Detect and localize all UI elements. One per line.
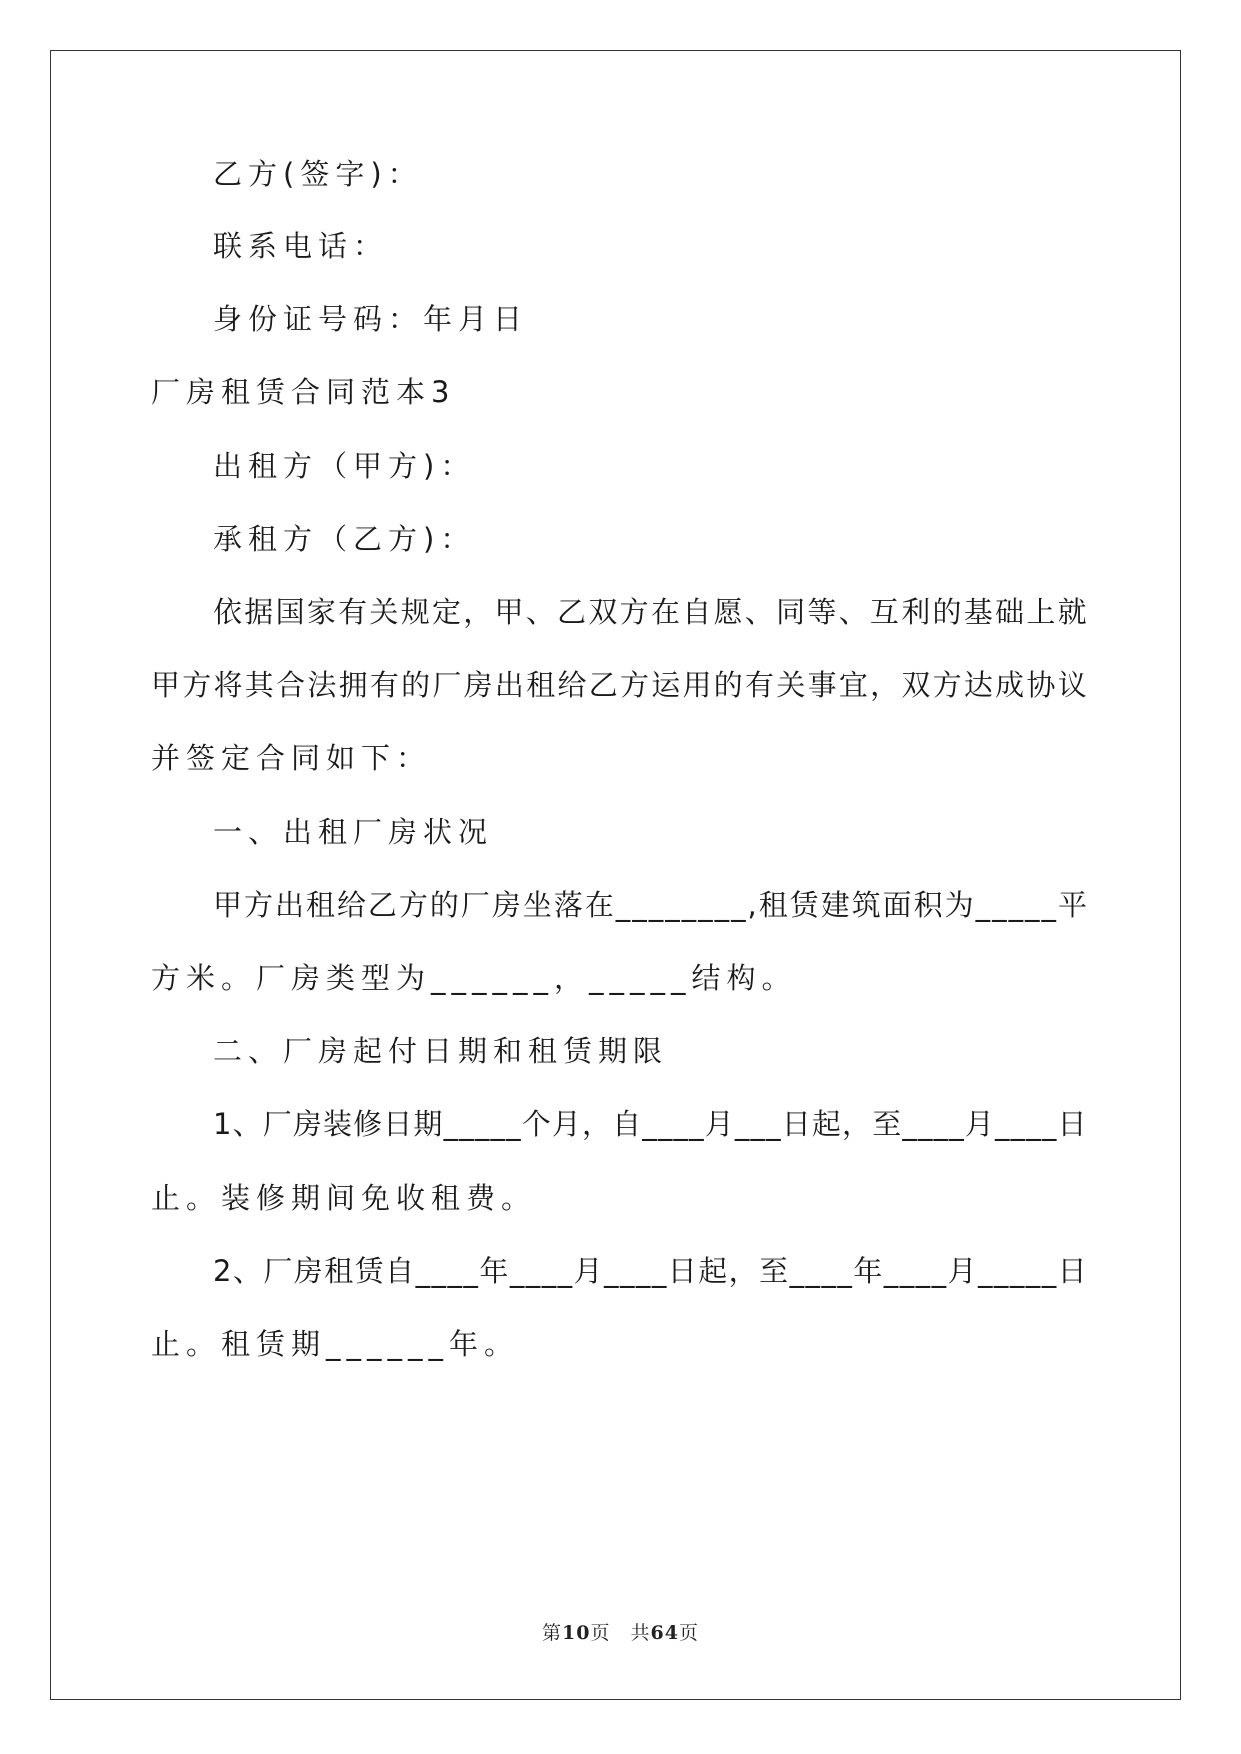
clause-2-line-2: 止。租赁期______年。	[151, 1327, 520, 1361]
page-footer	[0, 1618, 1241, 1645]
footer-current-page: 10	[562, 1622, 591, 1644]
section-2-heading: 二、厂房起付日期和租赁期限	[213, 1034, 669, 1068]
party-b-signature: 乙方(签字)：	[213, 157, 423, 191]
clause-1-line-2: 止。装修期间免收租费。	[151, 1181, 537, 1215]
footer-prefix: 第	[542, 1622, 563, 1644]
section-1-line-1-text: 甲 方 出 租 给 乙 方 的 厂 房 坐 落 在 _ _ _ _ _ _ _ _ , 租 赁 建 筑 面 积 为 _ _ _ _ _ 平	[213, 888, 1087, 922]
contract-title: 厂房租赁合同范本3	[151, 375, 456, 409]
footer-suffix: 页	[678, 1622, 699, 1644]
preamble-line-2	[151, 668, 1087, 702]
section-1-heading: 一、出租厂房状况	[213, 815, 494, 849]
lessee-label: 承租方（乙方)：	[213, 522, 476, 556]
footer-mid: 页 共	[590, 1622, 651, 1644]
clause-2-line-1	[213, 1254, 1087, 1288]
id-number-date: 身份证号码：年月日	[213, 302, 529, 336]
lessor-label: 出租方（甲方)：	[213, 449, 476, 483]
preamble-line-2-text: 甲 方 将 其 合 法 拥 有 的 厂 房 出 租 给 乙 方 运 用 的 有 关 事 宜 ， 双 方 达 成 协 议	[151, 668, 1087, 702]
section-1-line-1	[213, 888, 1087, 922]
preamble-line-1-text: 依 据 国 家 有 关 规 定 ， 甲 、 乙 双 方 在 自 愿 、 同 等 、 互 利 的 基 础 上 就	[213, 595, 1087, 629]
section-1-line-2: 方米。厂房类型为______，_____结构。	[151, 961, 797, 995]
page-border	[50, 50, 1181, 1700]
clause-1-line-1	[213, 1107, 1087, 1141]
preamble-line-3: 并签定合同如下：	[151, 741, 432, 775]
preamble-line-1	[213, 595, 1087, 629]
contact-phone: 联系电话：	[213, 229, 389, 263]
footer-total-pages: 64	[650, 1622, 679, 1644]
clause-2-line-1-text: 2 、 厂 房 租 赁 自 _ _ _ _ 年 _ _ _ _ 月 _ _ _ _ 日 起 ， 至 _ _ _ _ 年 _ _ _ _ 月 _ _ _ _ _ 日	[213, 1254, 1087, 1288]
clause-1-line-1-text: 1 、 厂 房 装 修 日 期 _ _ _ _ _ 个 月 ， 自 _ _ _ _ 月 _ _ _ 日 起 ， 至 _ _ _ _ 月 _ _ _ _ 日	[213, 1107, 1087, 1141]
